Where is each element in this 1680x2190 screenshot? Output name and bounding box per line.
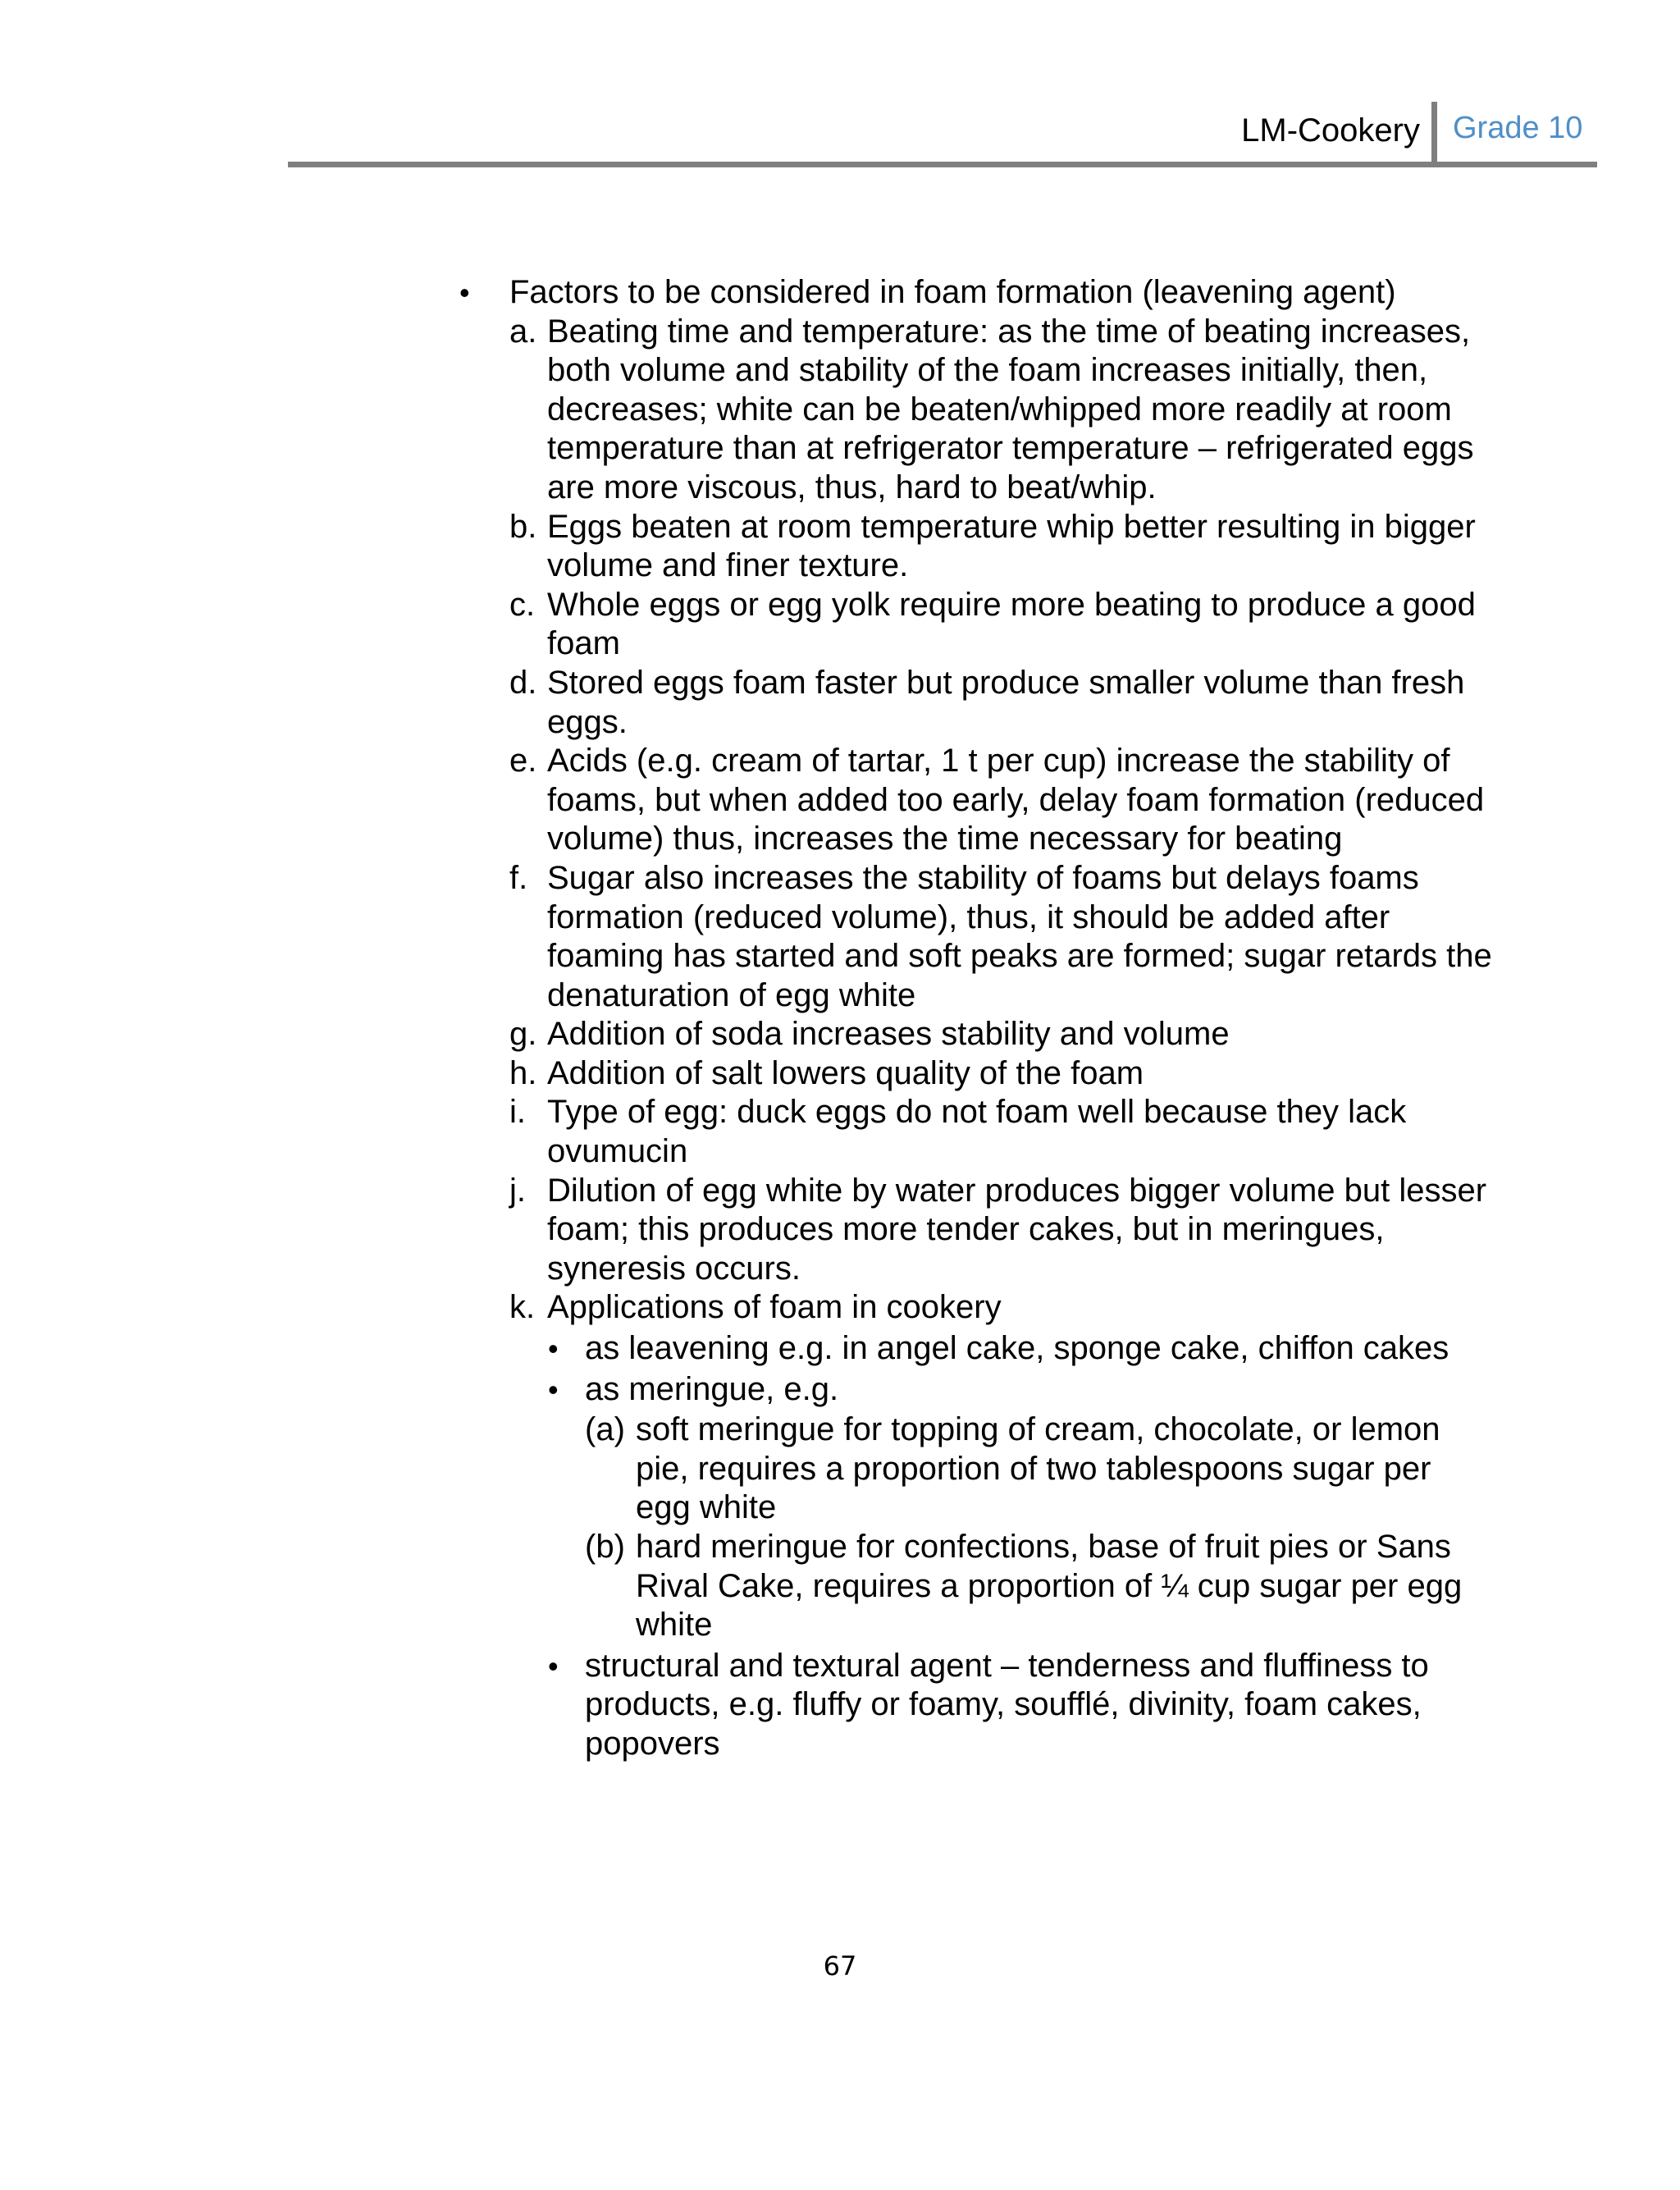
item-text: Whole eggs or egg yolk require more beating to produce a good foam bbox=[547, 586, 1476, 662]
item-marker: c. bbox=[509, 586, 536, 623]
bullet-marker: • bbox=[548, 1648, 559, 1683]
list-item-a bbox=[459, 313, 1493, 508]
page-content bbox=[459, 273, 1493, 1766]
item-text: Eggs beaten at room temperature whip better resulting in bigger volume and finer texture. bbox=[547, 508, 1476, 584]
item-marker: e. bbox=[509, 743, 537, 780]
item-text: Type of egg: duck eggs do not foam well because they lack ovumucin bbox=[547, 1094, 1407, 1170]
meringue-marker: (a) bbox=[585, 1411, 625, 1448]
application-text: as meringue, e.g. bbox=[585, 1370, 839, 1407]
course-title: LM-Cookery bbox=[1241, 112, 1420, 149]
item-text: Addition of salt lowers quality of the foam bbox=[547, 1054, 1144, 1091]
item-marker: j. bbox=[509, 1172, 526, 1209]
list-item-j bbox=[459, 1172, 1493, 1289]
item-text: Applications of foam in cookery bbox=[547, 1289, 1002, 1326]
item-marker: k. bbox=[509, 1289, 536, 1326]
meringue-text: hard meringue for confections, base of fruit pies or Sans Rival Cake, requires a proportion of ¼ cup sugar per egg white bbox=[636, 1529, 1463, 1644]
application-meringue bbox=[459, 1370, 1493, 1410]
item-marker: d. bbox=[509, 664, 537, 701]
meringue-item-b bbox=[459, 1528, 1493, 1645]
meringue-marker: (b) bbox=[585, 1529, 625, 1565]
bullet-marker: • bbox=[459, 276, 470, 309]
item-marker: b. bbox=[509, 508, 537, 545]
application-leavening bbox=[459, 1329, 1493, 1369]
application-structural bbox=[459, 1647, 1493, 1764]
item-marker: f. bbox=[509, 859, 528, 896]
list-item-h bbox=[459, 1054, 1493, 1094]
list-item-i bbox=[459, 1093, 1493, 1171]
item-text: Acids (e.g. cream of tartar, 1 t per cup) increase the stability of foams, but when added too early, delay foam formation (reduced volume) thus, increases the time necessary for beating bbox=[547, 743, 1485, 857]
item-marker: h. bbox=[509, 1054, 537, 1091]
item-text: Stored eggs foam faster but produce smaller volume than fresh eggs. bbox=[547, 664, 1465, 740]
item-text: Dilution of egg white by water produces bigger volume but lesser foam; this produces more tender cakes, but in meringues, syneresis occurs. bbox=[547, 1172, 1487, 1287]
meringue-item-a bbox=[459, 1410, 1493, 1528]
list-item-f bbox=[459, 859, 1493, 1015]
item-marker: i. bbox=[509, 1094, 526, 1131]
list-item-k bbox=[459, 1288, 1493, 1328]
application-text: structural and textural agent – tenderness and fluffiness to products, e.g. fluffy or foamy, soufflé, divinity, foam cakes, popovers bbox=[585, 1647, 1429, 1762]
grade-label: Grade 10 bbox=[1453, 111, 1583, 145]
header-rule bbox=[288, 162, 1597, 167]
meringue-text: soft meringue for topping of cream, chocolate, or lemon pie, requires a proportion of two tablespoons sugar per egg white bbox=[636, 1411, 1440, 1526]
page-number: 67 bbox=[823, 1950, 857, 1982]
application-text: as leavening e.g. in angel cake, sponge cake, chiffon cakes bbox=[585, 1330, 1449, 1367]
page-header bbox=[288, 97, 1597, 171]
header-separator bbox=[1431, 102, 1437, 164]
item-marker: a. bbox=[509, 313, 537, 350]
list-item-e bbox=[459, 742, 1493, 859]
bullet-marker: • bbox=[548, 1332, 559, 1366]
main-bullet bbox=[459, 273, 1493, 313]
bullet-marker: • bbox=[548, 1372, 559, 1406]
list-item-d bbox=[459, 664, 1493, 742]
item-marker: g. bbox=[509, 1016, 537, 1053]
item-text: Sugar also increases the stability of foams but delays foams formation (reduced volume), thus, it should be added after foaming has started and soft peaks are formed; sugar retards the denaturation of egg white bbox=[547, 859, 1492, 1013]
item-text: Beating time and temperature: as the time of beating increases, both volume and stability of the foam increases initially, then, decreases; white can be beaten/whipped more readily at room temperature than at refrigerator temperature – refrigerated eggs are more viscous, thus, hard to beat/whip. bbox=[547, 313, 1474, 505]
list-item-b bbox=[459, 508, 1493, 586]
list-item-c bbox=[459, 586, 1493, 664]
item-text: Addition of soda increases stability and volume bbox=[547, 1016, 1230, 1053]
list-item-g bbox=[459, 1015, 1493, 1054]
main-bullet-text: Factors to be considered in foam formation (leavening agent) bbox=[509, 274, 1396, 310]
